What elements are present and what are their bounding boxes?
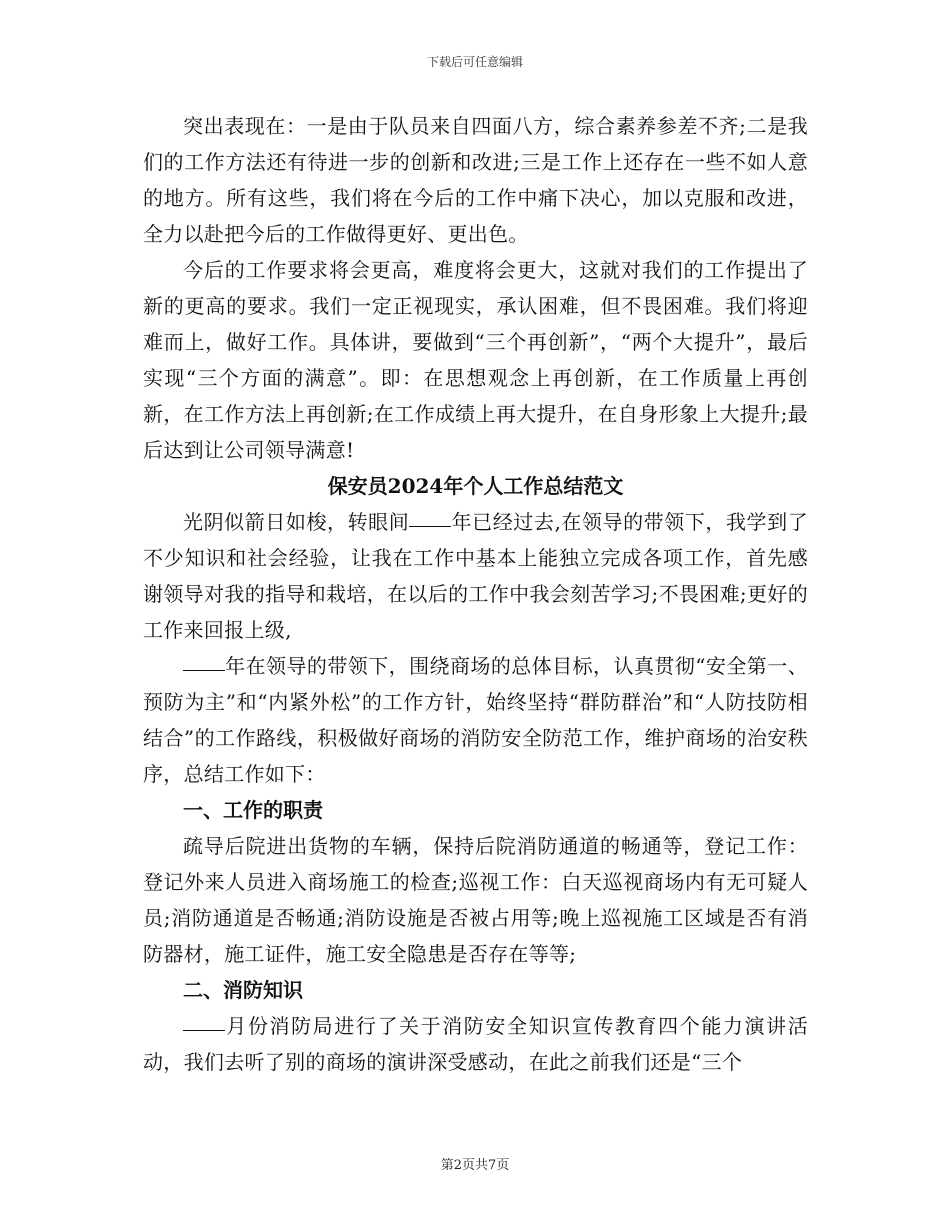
document-body (143, 108, 808, 1080)
document-title: 保安员2024年个人工作总结范文 (327, 474, 624, 498)
blank-year-field (409, 525, 451, 527)
paragraph-future-requirements: 今后的工作要求将会更高，难度将会更大，这就对我们的工作提出了新的更高的要求。我们一定正视现实，承认困难，但不畏困难。我们将迎难而上，做好工作。具体讲，要做到“三个再创新”，“两个大提升”，最后实现“三个方面的满意”。即：在思想观念上再创新，在工作质量上再创新，在工作方法上再创新;在工作成绩上再大提升，在自身形象上大提升;最后达到让公司领导满意! (143, 258, 808, 462)
intro-text-after: 年已经过去,在领导的带领下，我学到了不少知识和社会经验，让我在工作中基本上能独立完成各项工作，首先感谢领导对我的指导和栽培，在以后的工作中我会刻苦学习;不畏困难;更好的工作来回报上级, (143, 510, 808, 642)
section-heading-duties: 一、工作的职责 (183, 798, 323, 822)
paragraph-intro (143, 504, 808, 648)
fire-knowledge-text: 月份消防局进行了关于消防安全知识宣传教育四个能力演讲活动，我们去听了别的商场的演讲深受感动，在此之前我们还是“三个 (143, 1014, 808, 1074)
blank-year-field (183, 669, 225, 671)
section-heading-fire-knowledge: 二、消防知识 (183, 978, 303, 1002)
paragraph-summary-issues: 突出表现在：一是由于队员来自四面八方，综合素养参差不齐;二是我们的工作方法还有待进一步的创新和改进;三是工作上还存在一些不如人意的地方。所有这些，我们将在今后的工作中痛下决心，加以克服和改进，全力以赴把今后的工作做得更好、更出色。 (143, 114, 808, 246)
paragraph-duties: 疏导后院进出货物的车辆，保持后院消防通道的畅通等，登记工作：登记外来人员进入商场施工的检查;巡视工作：白天巡视商场内有无可疑人员;消防通道是否畅通;消防设施是否被占用等;晚上巡视施工区域是否有消防器材，施工证件，施工安全隐患是否存在等等; (143, 834, 808, 966)
intro-text-before: 光阴似箭日如梭，转眼间 (183, 510, 410, 534)
paragraph-fire-knowledge (143, 1008, 808, 1080)
page-footer: 第2页共7页 (440, 1158, 510, 1173)
guidelines-text: 年在领导的带领下，围绕商场的总体目标，认真贯彻“安全第一、预防为主”和“内紧外松”的工作方针，始终坚持“群防群治”和“人防技防相结合”的工作路线，积极做好商场的消防安全防范工作，维护商场的治安秩序，总结工作如下： (143, 654, 808, 786)
page-header: 下载后可任意编辑 (426, 55, 523, 69)
blank-month-field (183, 1029, 225, 1031)
paragraph-guidelines (143, 648, 808, 792)
